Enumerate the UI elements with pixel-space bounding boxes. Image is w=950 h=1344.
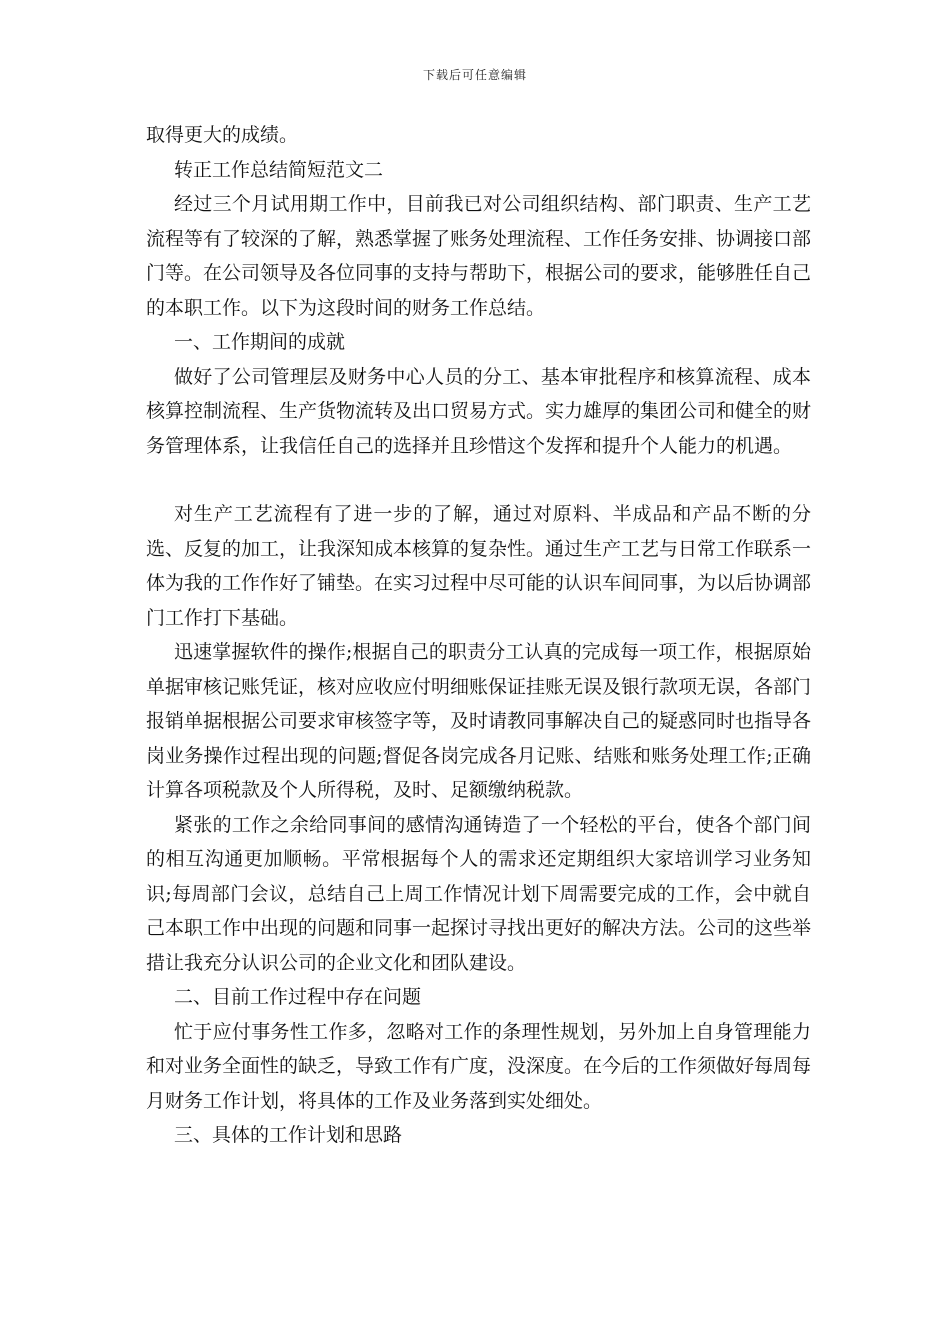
paragraph-problems: 忙于应付事务性工作多，忽略对工作的条理性规划，另外加上自身管理能力和对业务全面性的缺乏，导致工作有广度，没深度。在今后的工作须做好每周每月财务工作计划，将具体的工作及业务落到实处细处。 — [146, 1020, 812, 1112]
section-title: 转正工作总结简短范文二 — [174, 158, 384, 181]
document-body — [146, 118, 811, 1153]
heading-achievements: 一、工作期间的成就 — [174, 331, 346, 353]
paragraph-achievements-4: 紧张的工作之余给同事间的感情沟通铸造了一个轻松的平台，使各个部门间的相互沟通更加顺畅。平常根据每个人的需求还定期组织大家培训学习业务知识;每周部门会议，总结自己上周工作情况计划下周需要完成的工作，会中就自己本职工作中出现的问题和同事一起探讨寻找出更好的解决方法。公司的这些举措让我充分认识公司的企业文化和团队建设。 — [146, 813, 812, 974]
paragraph-achievements-1: 做好了公司管理层及财务中心人员的分工、基本审批程序和核算流程、成本核算控制流程、生产货物流转及出口贸易方式。实力雄厚的集团公司和健全的财务管理体系，让我信任自己的选择并且珍惜这个发挥和提升个人能力的机遇。 — [146, 365, 812, 457]
paragraph-intro: 经过三个月试用期工作中，目前我已对公司组织结构、部门职责、生产工艺流程等有了较深的了解，熟悉掌握了账务处理流程、工作任务安排、协调接口部门等。在公司领导及各位同事的支持与帮助下，根据公司的要求，能够胜任自己的本职工作。以下为这段时间的财务工作总结。 — [146, 193, 812, 319]
heading-plan: 三、具体的工作计划和思路 — [174, 1124, 403, 1146]
paragraph-gap — [146, 463, 811, 497]
heading-problems: 二、目前工作过程中存在问题 — [174, 986, 422, 1008]
paragraph-achievements-2: 对生产工艺流程有了进一步的了解，通过对原料、半成品和产品不断的分选、反复的加工，让我深知成本核算的复杂性。通过生产工艺与日常工作联系一体为我的工作作好了铺垫。在实习过程中尽可能的认识车间同事，为以后协调部门工作打下基础。 — [146, 503, 812, 629]
page-header-note: 下载后可任意编辑 — [422, 68, 527, 82]
paragraph-closing-line: 取得更大的成绩。 — [146, 124, 299, 146]
paragraph-achievements-3: 迅速掌握软件的操作;根据自己的职责分工认真的完成每一项工作，根据原始单据审核记账凭证，核对应收应付明细账保证挂账无误及银行款项无误，各部门报销单据根据公司要求审核签字等，及时请教同事解决自己的疑惑同时也指导各岗业务操作过程出现的问题;督促各岗完成各月记账、结账和账务处理工作;正确计算各项税款及个人所得税，及时、足额缴纳税款。 — [146, 641, 812, 801]
